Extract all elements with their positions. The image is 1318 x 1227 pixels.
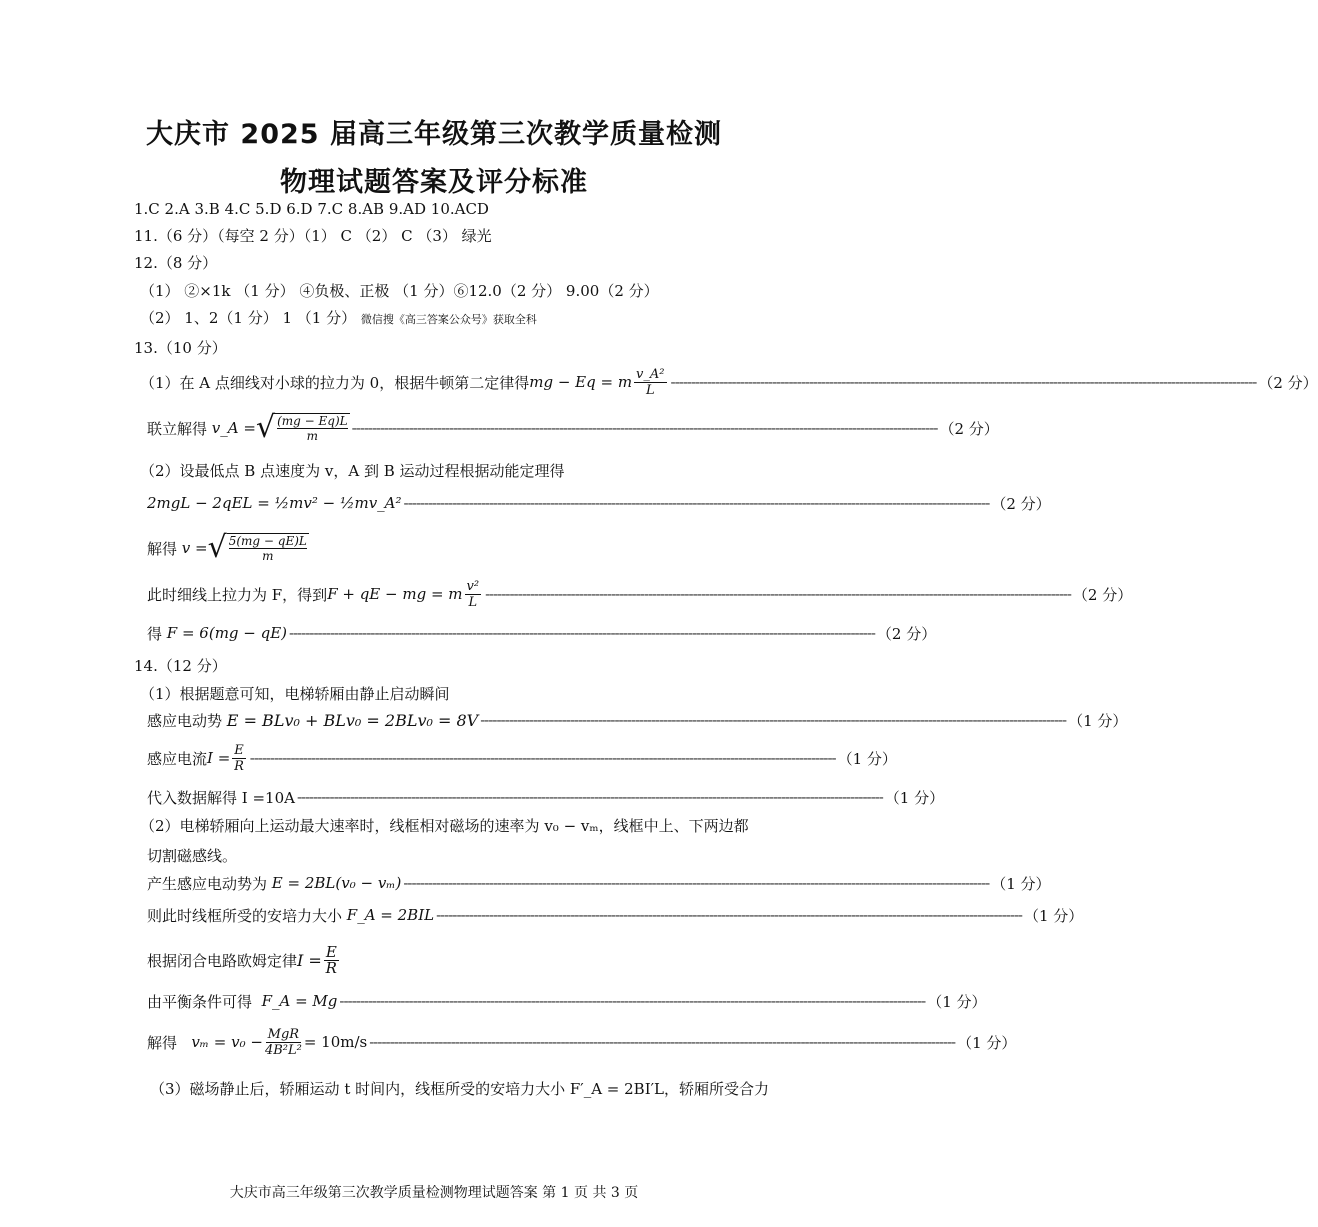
q14-step4 [147, 786, 945, 808]
score-label: （1 分） [927, 992, 987, 1011]
q13-step7-eq: F = 6(mg − qE) [166, 624, 288, 642]
q13-step5-var: v = [181, 539, 208, 557]
denominator: R [325, 958, 337, 977]
q13-step4-eq: 2mgL − 2qEL = ½mv² − ½mv_A² [147, 494, 402, 512]
q14-step3-label: 感应电流 [147, 749, 208, 768]
sqrt-expression: √ $\frac{(mg - Eq)L}{m}$ [255, 410, 348, 445]
numerator: v² [466, 578, 480, 594]
q13-step3: （2）设最低点 B 点速度为 v，A 到 B 运动过程根据动能定理得 [140, 462, 565, 480]
document-subtitle: 物理试题答案及评分标准 [280, 167, 588, 198]
score-label: （1 分） [1068, 711, 1128, 730]
score-label: （1 分） [991, 874, 1051, 893]
q12-heading: 12.（8 分） [134, 254, 218, 272]
q14-step2-eq: E = BLv₀ + BLv₀ = 2BLv₀ = 8V [226, 710, 479, 730]
denominator: 4B²L² [264, 1042, 302, 1058]
score-label: （2 分） [1258, 373, 1318, 392]
q13-step5 [147, 528, 447, 568]
q14-heading: 14.（12 分） [134, 657, 227, 675]
q14-step3-var: I = [207, 749, 231, 767]
q13-step2-var: v_A = [211, 419, 256, 437]
score-label: （1 分） [957, 1033, 1017, 1052]
q14-step9-eq: F_A = Mg [261, 992, 338, 1010]
q14-step8-var: I = [297, 950, 322, 970]
denominator: m [306, 429, 319, 443]
denominator: R [234, 758, 244, 774]
leader-dashes: ------------------------------------------------------------------------------------------------------------------------------------------------ [436, 906, 1022, 924]
q13-step1-fraction [634, 367, 666, 398]
q14-step8-fraction [324, 942, 339, 977]
q14-step6 [147, 872, 1051, 894]
page-footer: 大庆市高三年级第三次教学质量检测物理试题答案 第 1 页 共 3 页 [229, 1185, 639, 1201]
leader-dashes: ------------------------------------------------------------------------------------------------------------------------------------------------ [289, 624, 875, 642]
q14-step11: （3）磁场静止后，轿厢运动 t 时间内，线框所受的安培力大小 F′_A = 2BI′L，轿厢所受合力 [150, 1080, 769, 1098]
q14-step1: （1）根据题意可知，电梯轿厢由静止启动瞬间 [140, 685, 450, 703]
document-title: 大庆市 2025 届高三年级第三次教学质量检测 [146, 119, 722, 150]
leader-dashes: ------------------------------------------------------------------------------------------------------------------------------------------------ [351, 419, 938, 437]
q13-step2 [147, 408, 999, 448]
q13-step2-label: 联立解得 [147, 419, 208, 438]
q13-step7-label: 得 [147, 624, 163, 643]
q14-step3-fraction [232, 743, 246, 774]
q14-step7-eq: F_A = 2BIL [346, 906, 435, 924]
numerator: (mg − Eq)L [277, 414, 348, 428]
q14-step8 [147, 940, 341, 980]
q14-step8-label: 根据闭合电路欧姆定律 [147, 951, 298, 970]
leader-dashes: ------------------------------------------------------------------------------------------------------------------------------------------------ [670, 373, 1257, 391]
numerator: v_A² [636, 366, 665, 382]
denominator: L [645, 382, 655, 398]
q14-step3 [147, 740, 897, 776]
mc-answers: 1.C 2.A 3.B 4.C 5.D 6.D 7.C 8.AB 9.AD 10.ACD [134, 200, 489, 218]
numerator: E [325, 942, 337, 961]
score-label: （2 分） [991, 494, 1051, 513]
q14-step10-eq-left: vₘ = v₀ − [191, 1033, 263, 1051]
score-label: （1 分） [1023, 906, 1084, 925]
sqrt-expression: √ $\frac{5(mg - qE)L}{m}$ [207, 530, 307, 565]
watermark-note: 微信搜《高三答案公众号》获取全科 [360, 313, 537, 326]
q14-step2-label: 感应电动势 [147, 711, 223, 730]
q14-step9-label: 由平衡条件可得 [147, 992, 253, 1011]
score-label: （1 分） [884, 788, 945, 807]
q13-step6-label: 此时细线上拉力为 F，得到 [147, 585, 328, 604]
q12-part2: （2） 1、2（1 分） 1 （1 分） [140, 309, 357, 327]
q13-step7 [147, 621, 937, 645]
q13-heading: 13.（10 分） [134, 339, 227, 357]
q14-step6-eq: E = 2BL(v₀ − vₘ) [271, 874, 402, 892]
q14-step10-label: 解得 [147, 1033, 178, 1052]
denominator: L [468, 594, 478, 610]
score-label: （2 分） [939, 419, 999, 438]
q14-step2 [147, 708, 1128, 732]
score-label: （2 分） [1072, 585, 1133, 604]
leader-dashes: ------------------------------------------------------------------------------------------------------------------------------------------------ [403, 874, 990, 892]
q14-step9 [147, 990, 987, 1012]
leader-dashes: ------------------------------------------------------------------------------------------------------------------------------------------------ [296, 788, 883, 806]
q14-step6-label: 产生感应电动势为 [147, 874, 268, 893]
score-label: （2 分） [876, 624, 937, 643]
leader-dashes: ------------------------------------------------------------------------------------------------------------------------------------------------ [403, 494, 990, 512]
q14-step10 [147, 1022, 1017, 1062]
numerator: MgR [267, 1026, 300, 1042]
q14-step10-eq-right: = 10m/s [303, 1033, 368, 1051]
q13-step1-eq: mg − Eq = m [529, 373, 633, 391]
q13-step5-label: 解得 [147, 539, 178, 558]
q11-answer: 11.（6 分）（每空 2 分）（1） C （2） C （3） 绿光 [134, 227, 492, 245]
denominator: m [262, 549, 274, 563]
leader-dashes: ------------------------------------------------------------------------------------------------------------------------------------------------ [339, 992, 926, 1010]
q13-step4 [147, 488, 1051, 518]
q13-step6-fraction [465, 579, 482, 610]
leader-dashes: ------------------------------------------------------------------------------------------------------------------------------------------------ [485, 585, 1071, 603]
q14-step7-label: 则此时线框所受的安培力大小 [147, 906, 343, 925]
q14-step5b: 切割磁感线。 [147, 847, 238, 865]
q14-step5a: （2）电梯轿厢向上运动最大速率时，线框相对磁场的速率为 v₀ − vₘ，线框中上、下两边都 [140, 817, 749, 835]
q12-part1: （1） ②×1k （1 分） ④负极、正极 （1 分）⑥12.0（2 分） 9.00（2 分） [140, 282, 659, 300]
leader-dashes: ------------------------------------------------------------------------------------------------------------------------------------------------ [249, 749, 836, 767]
numerator: E [234, 742, 244, 758]
q14-step4-text: 代入数据解得 I =10A [147, 788, 295, 807]
q13-step6 [147, 576, 1133, 612]
leader-dashes: ------------------------------------------------------------------------------------------------------------------------------------------------ [369, 1033, 956, 1051]
q13-step1-text: （1）在 A 点细线对小球的拉力为 0，根据牛顿第二定律得 [140, 373, 530, 392]
numerator: 5(mg − qE)L [228, 534, 307, 548]
q13-step1 [140, 362, 1318, 402]
q13-step6-eq: F + qE − mg = m [327, 585, 463, 603]
q14-step7 [147, 904, 1084, 926]
q14-step10-fraction [265, 1027, 302, 1058]
leader-dashes: ------------------------------------------------------------------------------------------------------------------------------------------------ [480, 711, 1067, 729]
score-label: （1 分） [837, 749, 897, 768]
